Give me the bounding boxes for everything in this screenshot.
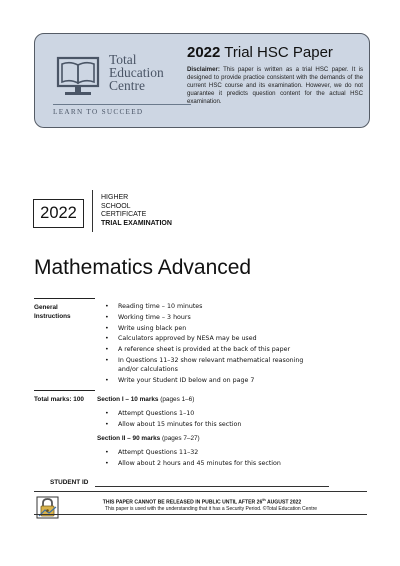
total-marks-rule	[34, 390, 95, 391]
open-book-monitor-icon	[53, 56, 103, 100]
section-1-list	[104, 409, 324, 431]
banner-title-year: 2022	[187, 44, 221, 61]
section-2-title: Section II – 90 marks	[97, 435, 161, 442]
section-2-heading	[97, 435, 200, 442]
instruction-item: • Write your Student ID below and on page 7	[104, 376, 324, 385]
instruction-item: • Reading time – 10 minutes	[104, 302, 324, 311]
logo-line-3: Centre	[109, 78, 145, 93]
security-notice: This paper is used with the understanding that it has a Security Period. ©Total Education Centre	[104, 506, 318, 512]
section-1-item: • Attempt Questions 1–10	[104, 409, 324, 418]
instruction-item: • Calculators approved by NESA may be used	[104, 334, 324, 343]
release-notice-sup: th	[262, 498, 266, 502]
total-marks-label: Total marks: 100	[34, 396, 84, 403]
logo-divider	[53, 104, 191, 105]
instruction-item: • Write using black pen	[104, 324, 324, 333]
disclaimer-text: This paper is written as a trial HSC paper. It is designed to provide practice consistent with the demands of the current HSC course and its examination. However, we do not guarantee it predicts question content for the actual HSC examination.	[187, 66, 363, 105]
section-2-list	[104, 448, 324, 470]
section-1-item: • Allow about 15 minutes for this section	[104, 420, 324, 429]
footer-rule-top	[34, 491, 367, 492]
hsc-line-3: CERTIFICATE	[101, 211, 147, 218]
general-instructions-list	[104, 302, 324, 387]
disclaimer-label: Disclaimer:	[187, 66, 220, 73]
security-lock-icon	[35, 494, 61, 521]
section-2-item: • Allow about 2 hours and 45 minutes for this section	[104, 459, 324, 468]
hsc-divider	[92, 190, 93, 232]
instruction-item: • Working time – 3 hours	[104, 313, 324, 322]
exam-year-box: 2022	[33, 199, 84, 228]
trial-examination-line: TRIAL EXAMINATION	[101, 219, 172, 227]
instruction-item: • In Questions 11–32 show relevant mathematical reasoning and/or calculations	[104, 356, 324, 374]
section-2-item: • Attempt Questions 11–32	[104, 448, 324, 457]
logo-wordmark	[109, 53, 179, 92]
release-notice	[90, 498, 314, 506]
footer-rule-bottom	[34, 514, 367, 515]
section-1-pages: (pages 1–6)	[160, 396, 195, 403]
disclaimer	[187, 66, 363, 106]
release-notice-pre: THIS PAPER CANNOT BE RELEASED IN PUBLIC UNTIL AFTER 26	[102, 499, 263, 506]
logo-line-1: Total	[109, 52, 137, 67]
logo-line-2: Education	[109, 65, 164, 80]
release-notice-post: AUGUST 2022	[265, 499, 302, 506]
banner-title	[187, 44, 367, 61]
general-instructions-label: General Instructions	[34, 304, 71, 320]
logo-tagline: LEARN TO SUCCEED	[53, 108, 144, 116]
subject-title: Mathematics Advanced	[34, 256, 252, 279]
hsc-block	[101, 194, 172, 228]
hsc-line-1: HIGHER	[101, 194, 129, 201]
section-2-pages: (pages 7–27)	[162, 435, 200, 442]
student-id-label: STUDENT ID	[50, 479, 89, 486]
general-instructions-rule	[34, 298, 95, 299]
instruction-item: • A reference sheet is provided at the back of this paper	[104, 345, 324, 354]
section-1-title: Section I – 10 marks	[97, 396, 159, 403]
hsc-line-2: SCHOOL	[101, 202, 131, 210]
section-1-heading	[97, 396, 194, 403]
banner-title-rest: Trial HSC Paper	[224, 44, 333, 61]
header-banner	[34, 33, 370, 128]
student-id-field[interactable]	[95, 486, 329, 487]
